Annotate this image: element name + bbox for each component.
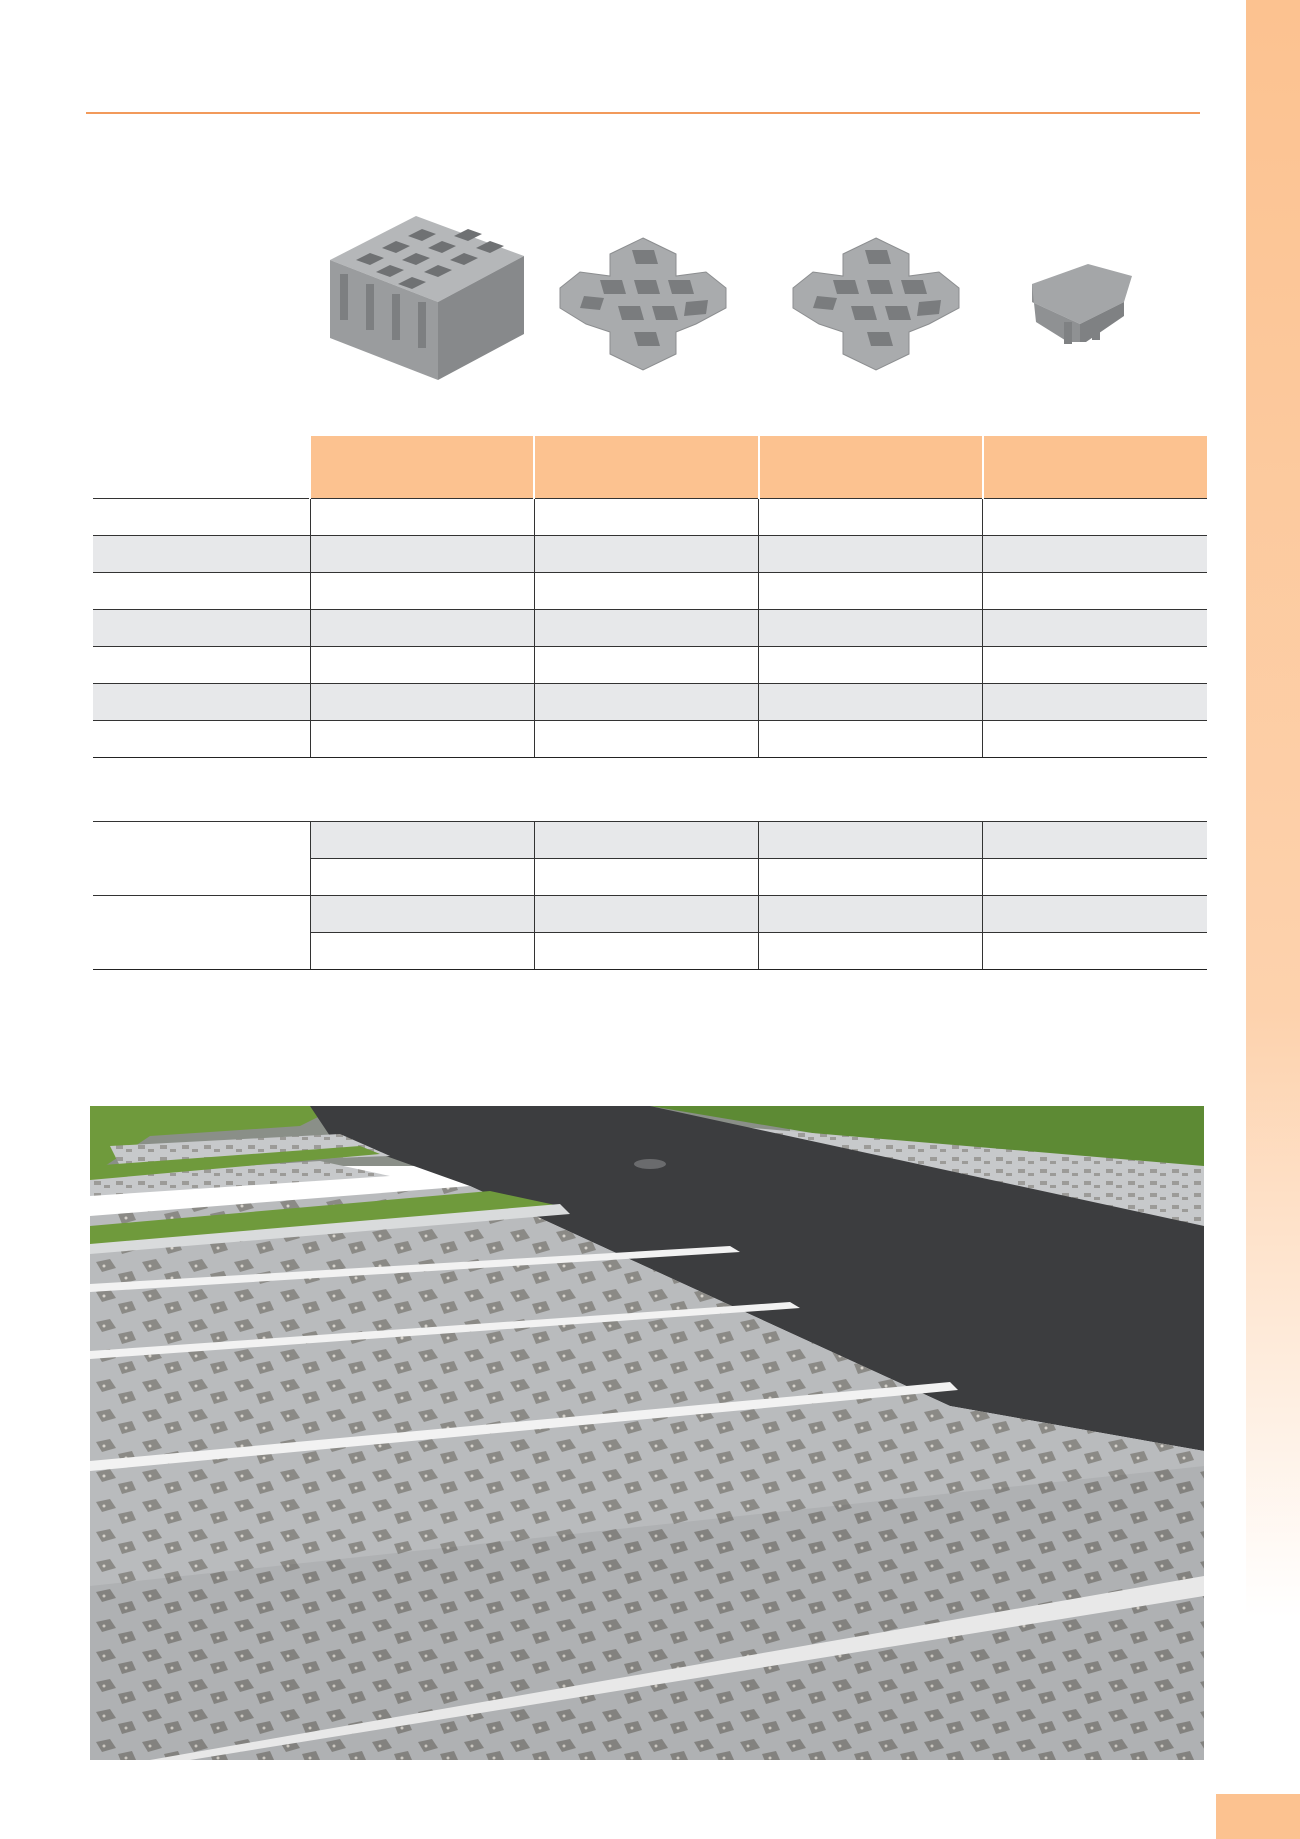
table-cell bbox=[759, 822, 983, 859]
table-cell bbox=[759, 684, 983, 721]
table-cell bbox=[310, 573, 534, 610]
table-row bbox=[93, 647, 1207, 684]
side-accent-band bbox=[1246, 0, 1300, 1839]
table-cell bbox=[983, 647, 1207, 684]
row-label bbox=[93, 536, 310, 573]
table-row bbox=[93, 822, 1207, 859]
specification-table bbox=[93, 436, 1207, 758]
table-cell bbox=[534, 499, 758, 536]
table-cell bbox=[310, 933, 534, 970]
table-cell bbox=[983, 499, 1207, 536]
table-cell bbox=[534, 647, 758, 684]
table-cell bbox=[983, 933, 1207, 970]
table-cell bbox=[983, 573, 1207, 610]
group-label bbox=[93, 896, 310, 970]
row-label bbox=[93, 573, 310, 610]
table-cell bbox=[759, 573, 983, 610]
table-row bbox=[93, 499, 1207, 536]
table-cell bbox=[534, 822, 758, 859]
table-cell bbox=[983, 684, 1207, 721]
parking-lot-grass-pavers-photo bbox=[90, 1106, 1204, 1760]
column-header bbox=[759, 436, 983, 499]
half-paver-icon bbox=[1028, 262, 1136, 346]
table-cell bbox=[534, 536, 758, 573]
table-row bbox=[93, 573, 1207, 610]
table-cell bbox=[759, 499, 983, 536]
row-label bbox=[93, 647, 310, 684]
table-row bbox=[93, 536, 1207, 573]
table-cell bbox=[759, 610, 983, 647]
row-label bbox=[93, 610, 310, 647]
row-label bbox=[93, 721, 310, 758]
table-row bbox=[93, 684, 1207, 721]
row-label bbox=[93, 684, 310, 721]
table-cell bbox=[759, 896, 983, 933]
table-cell bbox=[983, 721, 1207, 758]
table-cell bbox=[534, 721, 758, 758]
table-cell bbox=[534, 896, 758, 933]
table-cell bbox=[310, 647, 534, 684]
table-cell bbox=[983, 610, 1207, 647]
table-header-row bbox=[93, 436, 1207, 499]
column-header bbox=[534, 436, 758, 499]
table-cell bbox=[759, 933, 983, 970]
table-cell bbox=[759, 536, 983, 573]
table-row bbox=[93, 896, 1207, 933]
packaging-table bbox=[93, 821, 1207, 970]
table-row bbox=[93, 610, 1207, 647]
table-cell bbox=[534, 933, 758, 970]
table-cell bbox=[759, 647, 983, 684]
table-cell bbox=[310, 859, 534, 896]
group-label bbox=[93, 822, 310, 896]
rectangular-grass-paver-icon bbox=[326, 212, 528, 382]
table-cell bbox=[534, 610, 758, 647]
table-cell bbox=[310, 610, 534, 647]
table-cell bbox=[759, 721, 983, 758]
table-cell bbox=[983, 859, 1207, 896]
table-cell bbox=[310, 684, 534, 721]
table-cell bbox=[310, 896, 534, 933]
cross-grass-paver-icon bbox=[789, 236, 963, 372]
table-cell bbox=[310, 499, 534, 536]
table-cell bbox=[310, 536, 534, 573]
table-cell bbox=[534, 859, 758, 896]
table-cell bbox=[983, 536, 1207, 573]
table-cell bbox=[310, 721, 534, 758]
table-row bbox=[93, 721, 1207, 758]
column-header bbox=[310, 436, 534, 499]
table-cell bbox=[983, 896, 1207, 933]
table-cell bbox=[534, 684, 758, 721]
column-header bbox=[983, 436, 1207, 499]
header-rule bbox=[86, 112, 1200, 114]
table-cell bbox=[310, 822, 534, 859]
table-cell bbox=[759, 859, 983, 896]
table-cell bbox=[534, 573, 758, 610]
cross-grass-paver-icon bbox=[556, 236, 730, 372]
row-label bbox=[93, 499, 310, 536]
page-number-tab bbox=[1216, 1794, 1300, 1839]
table-corner-cell bbox=[93, 436, 310, 499]
table-cell bbox=[983, 822, 1207, 859]
